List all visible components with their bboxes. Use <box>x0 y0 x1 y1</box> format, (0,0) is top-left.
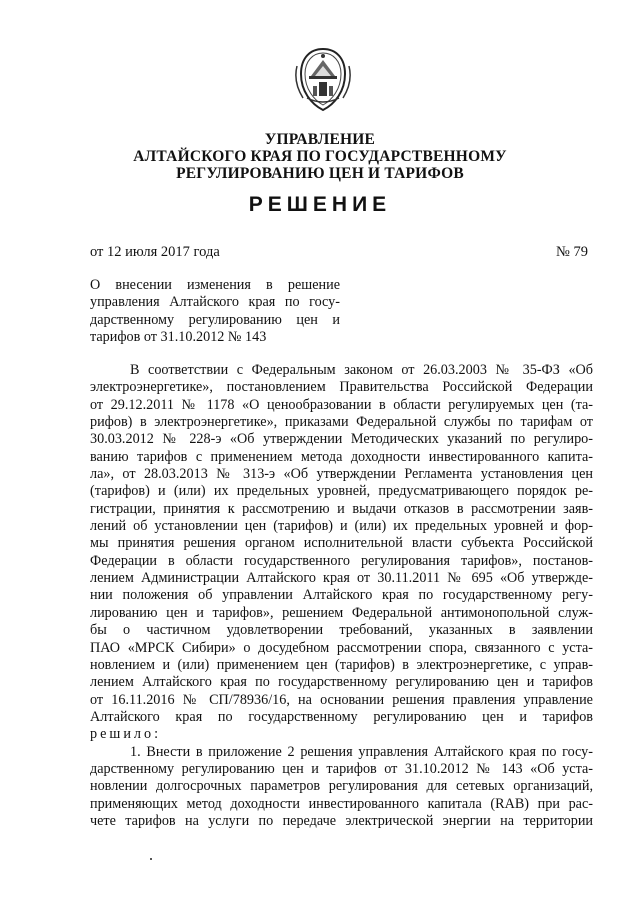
subject-line: тарифов от 31.10.2012 № 143 <box>90 329 267 346</box>
body-line: электроэнергетике», постановлением Правительства Российской Федерации <box>90 379 593 396</box>
body-text <box>90 362 593 830</box>
body-line: нии положения об управлении Алтайского края по государственному регу- <box>90 587 593 604</box>
body-line: гистрации, принятия к рассмотрению и выдачи отказов в рассмотрении заяв- <box>90 500 593 517</box>
subject-line: дарственному регулированию цен и <box>90 311 340 328</box>
body-line: от 16.11.2016 № СП/78936/16, на основании решения правления управление <box>90 691 593 708</box>
body-line: от 29.12.2011 № 1178 «О ценообразовании в области регулируемых цен (та- <box>90 396 593 413</box>
subject-line: О внесении изменения в решение <box>90 277 340 293</box>
body-line: дарственному регулированию цен и тарифов от 31.10.2012 № 143 «Об уста- <box>90 760 593 777</box>
subject-line: управления Алтайского края по госу- <box>90 294 340 311</box>
body-line: лированию цен и тарифов», решением Федеральной антимонопольной служ- <box>90 604 593 621</box>
body-line: ПАО «МРСК Сибири» о досудебном рассмотрении спора, связанного с уста- <box>90 639 593 656</box>
coat-of-arms-emblem <box>293 46 353 114</box>
body-line: новлением и (или) применением цен (тарифов) в электроэнергетике, с управ- <box>90 656 593 673</box>
body-line: лением Администрации Алтайского края от 30.11.2011 № 695 «Об утвержде- <box>90 570 593 587</box>
scan-speck <box>150 858 152 860</box>
decision-word: решило: <box>90 726 162 743</box>
body-line: лением Алтайского края по государственному регулированию цен и тарифов <box>90 674 593 691</box>
body-line: (тарифов) и (или) их предельных уровней, предусматривающего порядок ре- <box>90 483 593 500</box>
body-line: применяющих метод доходности инвестированного капитала (RAB) при рас- <box>90 795 593 812</box>
body-line: 30.03.2012 № 228-э «Об утверждении Методических указаний по регулиро- <box>90 431 593 448</box>
body-line: Федерации в области государственного регулирования тарифов», постанов- <box>90 552 593 569</box>
org-name-line-3: РЕГУЛИРОВАНИЮ ЦЕН И ТАРИФОВ <box>176 165 464 182</box>
org-name-line-2: АЛТАЙСКОГО КРАЯ ПО ГОСУДАРСТВЕННОМУ <box>133 148 507 165</box>
body-line: В соответствии с Федеральным законом от 26.03.2003 № 35-ФЗ «Об <box>130 362 593 378</box>
body-line: мы принятия решения органом исполнительной власти субъекта Российской <box>90 535 593 552</box>
body-line: ванию тарифов с применением метода доходности инвестированного капита- <box>90 448 593 465</box>
body-line: чете тарифов на услуги по передаче электрической энергии на территории <box>90 812 593 829</box>
body-line: рифов) в электроэнергетике», приказами Федеральной службы по тарифам от <box>90 414 593 431</box>
org-name-line-1: УПРАВЛЕНИЕ <box>264 131 376 148</box>
document-title: РЕШЕНИЕ <box>248 193 392 216</box>
body-line: бы о частичном удовлетворении требований, указанных в заявлении <box>90 622 593 639</box>
document-date: от 12 июля 2017 года <box>90 244 220 260</box>
body-line: новлении долгосрочных параметров регулирования для сетевых организаций, <box>90 778 593 795</box>
body-line: ла», от 28.03.2013 № 313-э «Об утверждении Регламента установления цен <box>90 466 593 483</box>
body-line: 1. Внести в приложение 2 решения управления Алтайского края по госу- <box>130 743 593 760</box>
subject-block <box>90 277 340 347</box>
body-line: Алтайского края по государственному регулированию цен и тарифов <box>90 708 593 725</box>
document-number: № 79 <box>556 244 588 260</box>
body-line: лений об установлении цен (тарифов) и (или) их предельных уровней и фор- <box>90 518 593 535</box>
